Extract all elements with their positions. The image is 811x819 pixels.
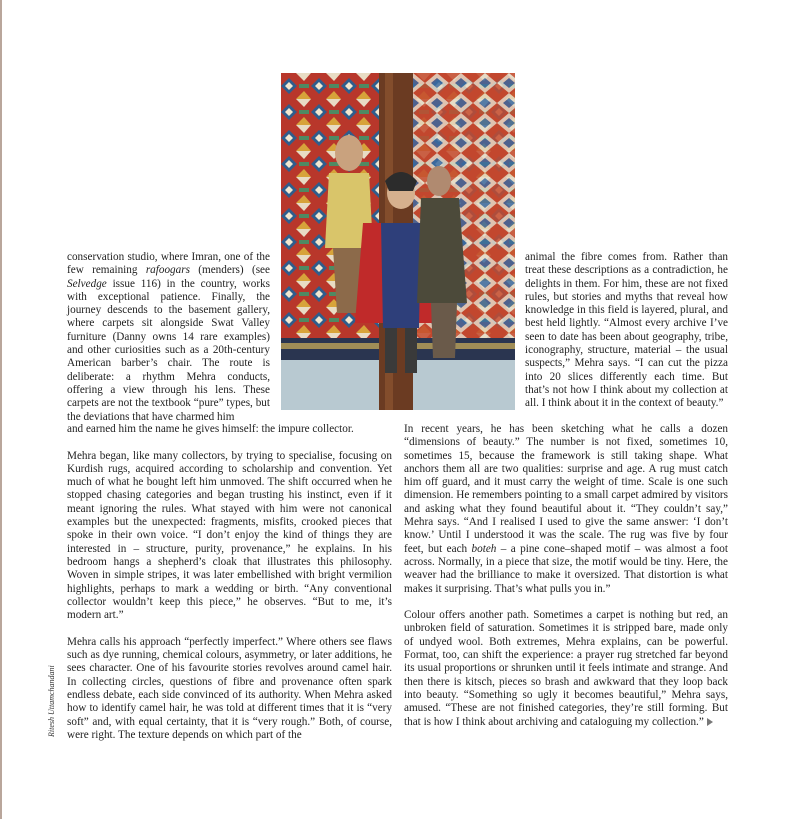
- article-text-left-column: [67, 423, 392, 742]
- text-run: Mehra began, like many collectors, by trying to specialise, focusing on Kurdish rugs, acquired according to scholarship and convention. Yet much of what he bought left him unmoved. The shift occurred when he stopped chasing categories and began trusting his instinct, even if it meant ignoring the rules. What stayed with him were not canonical examples but the unexpected: fragments, misfits, crooked pieces that spoke in their own voice. “I don’t enjoy the kind of things they are interested in – structure, purity, provenance,” he explains. In his bedroom hangs a shepherd’s cloak that illustrates this philosophy. Woven in simple stripes, it was later embellished with bright vermilion highlights, perhaps to mark a wedding or birth. “Any conventional collector wouldn’t keep this piece,” he observes. “But to me, it’s modern art.”: [67, 449, 392, 622]
- text-run: Mehra calls his approach “perfectly imperfect.” Where others see flaws such as dye running, chemical colours, asymmetry, or later additions, he sees character. One of his favourite stories revolves around camel hair. In collecting circles, questions of fibre and provenance often spark endless debate, each side convinced of its authority. When Mehra asked how to identify camel hair, he was told at different times that it is “very soft” and, with equal certainty, that it is “very rough.” Both, of course, were right. The texture depends on which part of the: [67, 635, 392, 741]
- photo-credit: Ritesh Uttamchandani: [47, 665, 56, 737]
- paragraph: [67, 423, 392, 436]
- page-edge: [0, 0, 2, 819]
- paragraph: [404, 609, 728, 729]
- text-run: issue 116) in the country, works with exceptional patience. Finally, the journey descends to the basement gallery, where carpets sit alongside Swat Valley furniture (Danny owns 14 rare examples) and other curiosities such as a 20th-century American barber’s chair. The route is deliberate: a rhythm Mehra conducts, offering a view through his lens. These carpets are not the textbook “pure” types, but the deviations that have charmed him: [67, 277, 270, 423]
- article-text-left-top: [67, 251, 270, 424]
- text-run: animal the fibre comes from. Rather than treat these descriptions as a contradiction, he delights in them. For him, these are not fixed rules, but stories and myths that reveal how knowledge in this field is layered, plural, and best held lightly. “Almost every archive I’ve seen to date has been about geography, tribe, iconography, structure, material – the usual suspects,” Mehra says. “I can cut the pizza into 20 slices differently each time. But that’s not how I think about my collection at all. I think about it in the context of beauty.”: [525, 251, 728, 410]
- text-run: conservation studio, where Imran, one of the few remaining: [67, 251, 270, 277]
- italic-term: Selvedge: [67, 277, 107, 290]
- end-of-article-icon: [707, 718, 713, 726]
- italic-term: rafoogars: [145, 264, 190, 277]
- article-text-right-column: [404, 423, 728, 729]
- puppets-on-carpet-photo: [281, 73, 515, 410]
- text-run: (menders) (see: [189, 264, 270, 277]
- italic-term: boteh: [471, 542, 497, 555]
- paragraph: [67, 636, 392, 742]
- text-run: and earned him the name he gives himself: the impure collector.: [67, 423, 354, 435]
- text-run: Colour offers another path. Sometimes a carpet is nothing but red, an unbroken field of saturation. Sometimes it is stripped bare, made only of undyed wool. Both extremes, Mehra explains, can be powerful. Format, too, can shift the experience: a prayer rug stretched far beyond its usual proportions or shrunken until it feels intimate and strange. And then there is kitsch, pieces so brash and awkward that they loop back into beauty. “Something so ugly it becomes beautiful,” Mehra says, amused. “These are not finished categories, they’re still forming. But that is how I think about archiving and cataloguing my collection.”: [404, 609, 728, 728]
- text-run: In recent years, he has been sketching what he calls a dozen “dimensions of beauty.” The number is not fixed, sometimes 10, sometimes 15, because the framework is still taking shape. What anchors them all are two qualities: surprise and age. A rug must catch him off guard, and it must carry the weight of time. Scale is one such dimension. He remembers pointing to a small carpet admired by visitors and asking what they found beautiful about it. “They couldn’t say,” Mehra says. “And I realised I used to give the same answer: ‘I don’t know.’ Until I understood it was the scale. The rug was five by four feet, but each: [404, 423, 728, 555]
- text-run: – a pine cone–shaped motif – was almost a foot across. Normally, in a piece that size, the motif would be tiny. Here, the weaver had the brilliance to make it oversized. That distortion is what makes it surprising. That’s what pulls you in.”: [404, 542, 728, 595]
- paragraph: [67, 450, 392, 623]
- article-text-right-top: [525, 251, 728, 411]
- paragraph: [404, 423, 728, 596]
